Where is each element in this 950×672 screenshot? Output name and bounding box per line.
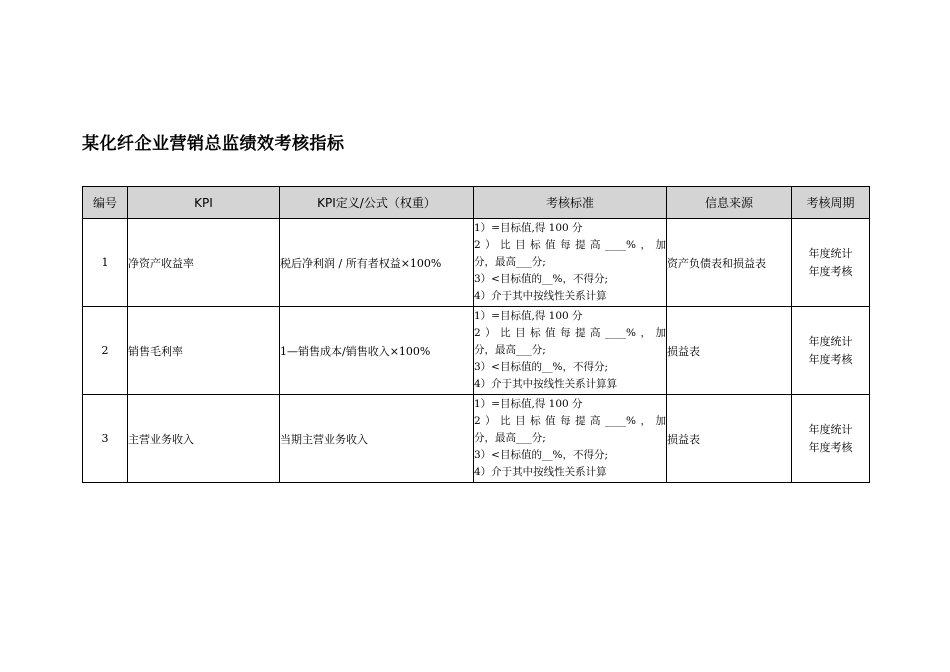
- standard-line: 1）=目标值,得 100 分: [474, 222, 583, 234]
- page-title: 某化纤企业营销总监绩效考核指标: [82, 134, 345, 154]
- standard-line: 分，最高___分;: [474, 256, 546, 268]
- header-definition: KPI定义/公式（权重）: [280, 187, 474, 219]
- row-number: 2: [83, 307, 128, 395]
- standard-line: 4）介于其中按线性关系计算: [474, 290, 607, 302]
- row-kpi: 主营业务收入: [128, 395, 280, 483]
- standard-line: 1）=目标值,得 100 分: [474, 310, 583, 322]
- row-cycle: [792, 219, 870, 307]
- standard-line: 分，最高___分;: [474, 344, 546, 356]
- table-header-row: [83, 187, 870, 219]
- row-source: 资产负债表和损益表: [667, 219, 792, 307]
- row-cycle: [792, 307, 870, 395]
- standard-line: 4）介于其中按线性关系计算算: [474, 378, 618, 390]
- row-definition: 税后净利润 / 所有者权益×100%: [280, 219, 474, 307]
- standard-line: 3）<目标值的__%，不得分;: [474, 449, 608, 461]
- cycle-line: 年度统计: [808, 246, 853, 260]
- row-standard: [474, 219, 667, 307]
- row-definition: 1—销售成本/销售收入×100%: [280, 307, 474, 395]
- row-kpi: 销售毛利率: [128, 307, 280, 395]
- table-row: [83, 219, 870, 307]
- standard-line: 2）比目标值每提高____%，加: [474, 239, 666, 251]
- standard-line: 2）比目标值每提高____%，加: [474, 327, 666, 339]
- standard-line: 2）比目标值每提高____%，加: [474, 415, 666, 427]
- row-standard: [474, 307, 667, 395]
- cycle-line: 年度考核: [808, 440, 853, 454]
- header-source: 信息来源: [667, 187, 792, 219]
- header-standard: 考核标准: [474, 187, 667, 219]
- row-definition: 当期主营业务收入: [280, 395, 474, 483]
- row-source: 损益表: [667, 307, 792, 395]
- row-number: 1: [83, 219, 128, 307]
- standard-line: 1）=目标值,得 100 分: [474, 398, 583, 410]
- standard-line: 3）<目标值的__%，不得分;: [474, 361, 608, 373]
- header-kpi: KPI: [128, 187, 280, 219]
- header-cycle: 考核周期: [792, 187, 870, 219]
- cycle-line: 年度统计: [808, 422, 853, 436]
- row-cycle: [792, 395, 870, 483]
- standard-line: 分，最高___分;: [474, 432, 546, 444]
- kpi-table: [82, 186, 870, 483]
- standard-line: 4）介于其中按线性关系计算: [474, 466, 607, 478]
- cycle-line: 年度考核: [808, 264, 853, 278]
- cycle-line: 年度统计: [808, 334, 853, 348]
- row-standard: [474, 395, 667, 483]
- row-kpi: 净资产收益率: [128, 219, 280, 307]
- cycle-line: 年度考核: [808, 352, 853, 366]
- table-row: [83, 395, 870, 483]
- header-number: 编号: [83, 187, 128, 219]
- standard-line: 3）<目标值的__%，不得分;: [474, 273, 608, 285]
- row-number: 3: [83, 395, 128, 483]
- row-source: 损益表: [667, 395, 792, 483]
- table-row: [83, 307, 870, 395]
